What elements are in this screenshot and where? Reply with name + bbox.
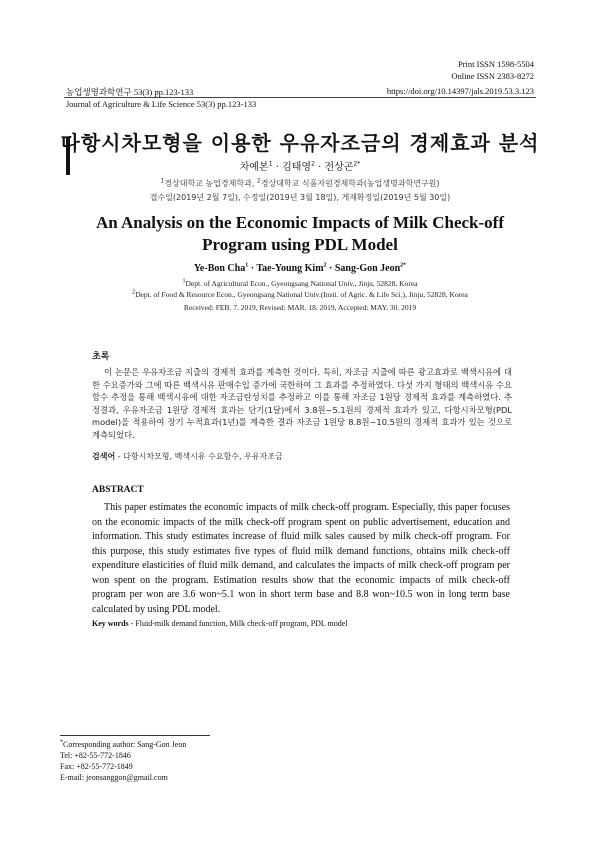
abstract-korean-body: 이 논문은 우유자조금 지출의 경제적 효과를 계측한 것이다. 특히, 자조금 지출에 따른 광고효과로 백색시유에 대한 수요증가와 그에 따른 백색시유 판매수입 증가에 국한하여 그 효과를 추정하였다. 다섯 가지 형태의 백색시유 수요함수 추정을 통해 백색시유에 대한 자조금탄성치를 추정하고 이를 통해 자조금 1원당 경제적 효과를 계측하였다. 추정결과, 우유자조금 1원당 경제적 효과는 단기(1달)에서 3.8원~5.1원의 경제적 효과가 있고, 다항시차모형(PDL model)을 적용하여 장기 누적효과(1년)를 계측한 결과 자조금 1원당 8.8원~10.5원의 경제적 효과가 있는 것으로 계측되었다. [92,367,512,440]
footnote-corresponding: Corresponding author: Sang-Gon Jeon [63,740,187,749]
aff-en-1: Dept. of Agricultural Econ., Gyeongsang National Univ., Jinju, 52828, Korea [185,279,418,288]
dates-english: Received: FEB. 7. 2019, Revised: MAR. 18. 2019, Accepted: MAY. 30. 2019 [183,303,417,312]
keywords-english-list: - Fluid-milk demand function, Milk check-off program, PDL model [130,619,348,628]
author-2-ko-mark: 2 [311,160,315,168]
title-english [60,212,540,256]
authors-english: Ye-Bon Cha$^1$ · Tae-Young Kim$^2$ · Sang-Gon Jeon$^{2*}$ [193,262,407,274]
keywords-english [92,619,348,628]
affiliations-korean [60,178,540,189]
author-3-ko-mark: 2* [353,160,361,168]
doi-link[interactable]: https://doi.org/10.14397/jals.2019.53.3.123 [386,86,534,96]
footnote-tel: Tel: +82-55-772-1846 [60,751,131,760]
abstract-english-heading: ABSTRACT [92,485,144,495]
aff-ko-1: 경상대학교 농업경제학과, [164,179,255,188]
author-2-en: Tae-Young Kim [256,263,324,274]
title-english-line2: Program using PDL Model [202,235,398,254]
author-3-en: Sang-Gon Jeon [334,263,401,274]
title-english-line1: An Analysis on the Economic Impacts of Milk Check-off [95,213,504,232]
keywords-english-label: Key words [92,619,129,628]
author-2-en-mark: 2 [323,262,327,269]
issn-online: Online ISSN 2383-8272 [451,71,534,81]
dates-korean: 접수일(2019년 2월 7일), 수정일(2019년 3월 18일), 게재확정일(2019년 5월 30일) [149,193,451,202]
abstract-english-body: This paper estimates the economic impacts of milk check-off program. Especially, this paper focuses on the economic impacts of the milk check-off program spent on public advertisement, education and information. This study estimates increase of fluid milk sales caused by milk check-off program. For this purpose, this study estimates five types of fluid milk demand functions, obtains milk check-off expenditure elasticities of fluid milk demand, and calculates the impacts of milk check-off program per won spent on the program. Estimation results show that the economic impacts of milk check-off program per won are 3.6 won~5.1 won in short term base and 8.8 won~10.5 won in long term base calculated by using PDL model. [92,502,510,615]
author-3-ko: 전상곤 [324,162,354,173]
header-divider [64,97,536,98]
aff-ko-2-mark: 2 [256,177,261,185]
author-2-ko: 김태영 [282,162,312,173]
author-3-en-mark: 2* [400,262,407,269]
affiliations-english [60,278,540,300]
footnote-mark: * [60,739,63,746]
authors-korean: 차예본$^1$ · 김태영$^2$ · 전상곤$^{2*}$ [239,160,361,173]
corresponding-footnote [60,739,186,783]
author-1-ko: 차예본 [239,162,269,173]
journal-english-citation: Journal of Agriculture & Life Science 53(3) pp.123-133 [66,99,257,109]
author-1-en-mark: 1 [245,262,249,269]
author-1-en: Ye-Bon Cha [193,263,246,274]
footnote-email[interactable]: E-mail: jeonsanggon@gmail.com [60,773,168,782]
footnote-fax: Fax: +82-55-772-1849 [60,762,133,771]
aff-en-1-mark: 1 [182,278,186,285]
keywords-korean [92,451,283,462]
author-1-ko-mark: 1 [268,160,273,168]
issn-block [451,58,534,82]
aff-en-2-mark: 2 [132,289,136,296]
aff-ko-2: 경상대학교 식품자원경제학과(농업생명과학연구원) [260,179,440,188]
aff-ko-1-mark: 1 [160,177,165,185]
keywords-korean-label: 검색어 [92,452,116,461]
abstract-korean-heading: 초록 [92,352,110,362]
issn-print: Print ISSN 1598-5504 [457,59,534,69]
footnote-divider [60,735,210,736]
aff-en-2: Dept. of Food & Resource Econ., Gyeongsang National Univ.(Insti. of Agric. & Life Sci.), Jinju, 52828, Korea [135,290,468,299]
journal-korean-citation: 농업생명과학연구 53(3) pp.123-133 [66,87,194,97]
keywords-korean-list: - 다항시차모형, 백색시유 수요함수, 우유자조금 [117,452,283,461]
title-korean: 다항시차모형을 이용한 우유자조금의 경제효과 분석 [60,131,540,155]
